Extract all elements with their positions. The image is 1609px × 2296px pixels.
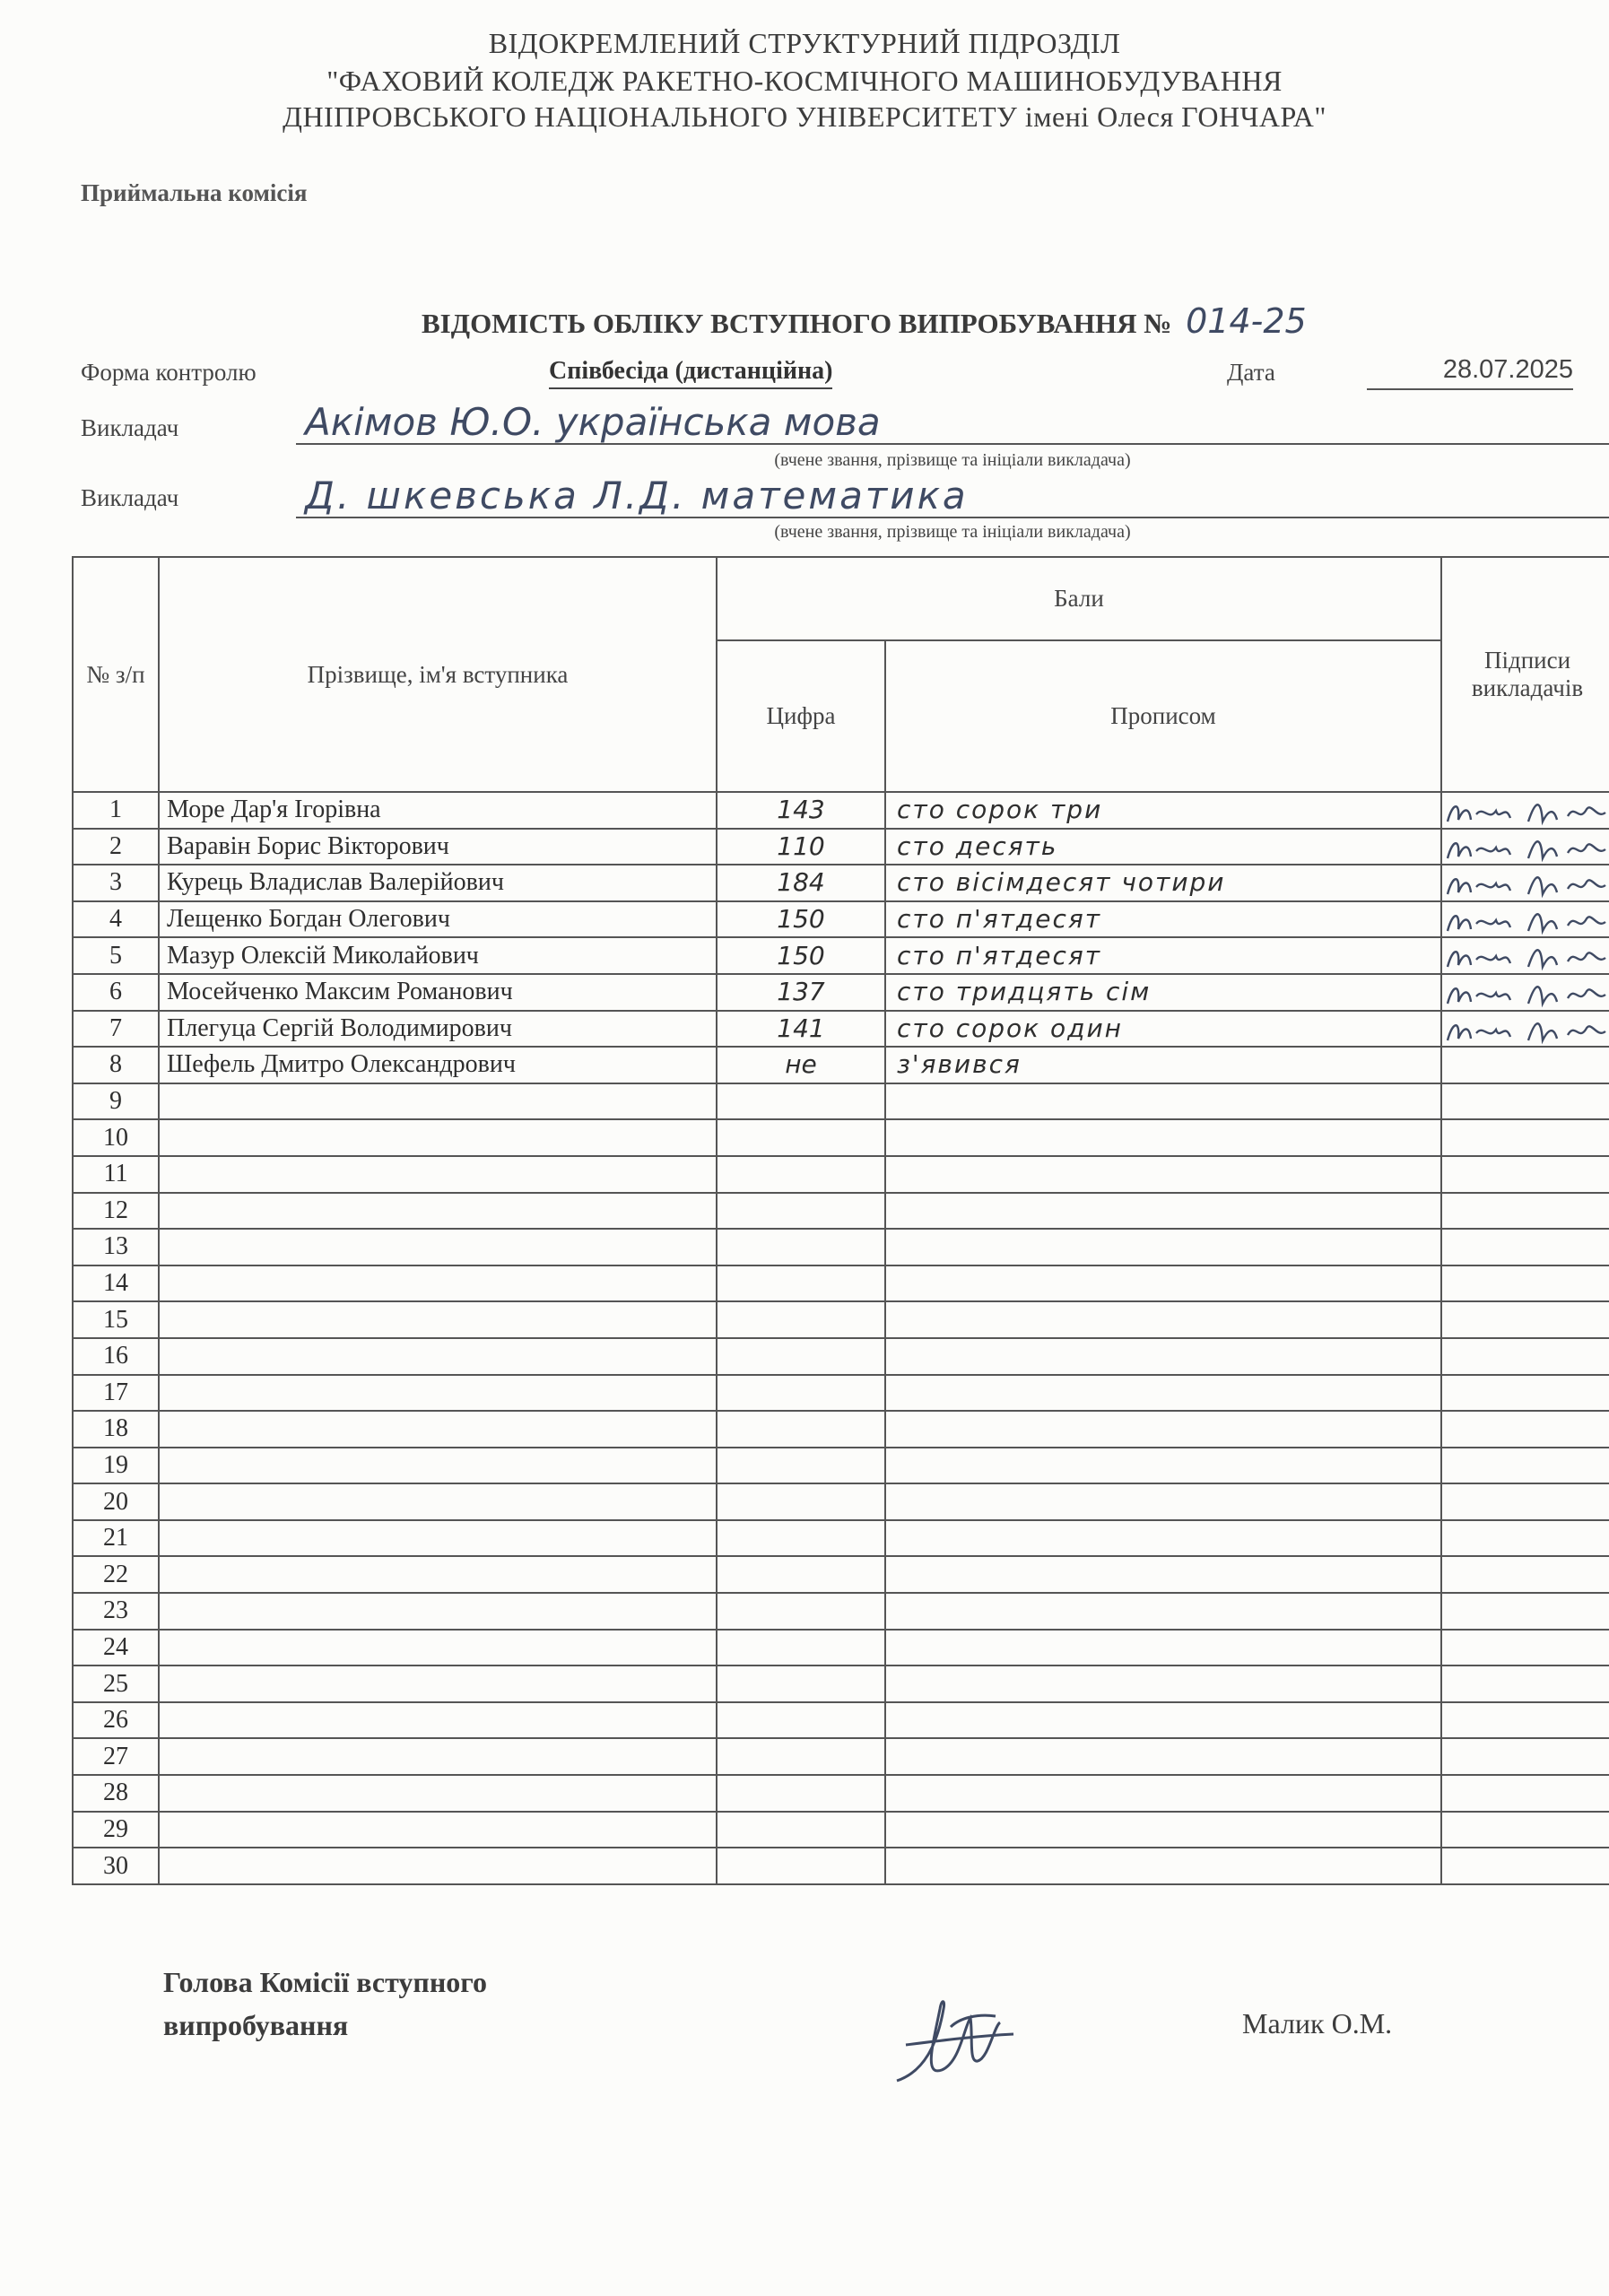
- table-row: [73, 1448, 1609, 1484]
- teacher1-value: Акімов Ю.О. українська мова: [305, 400, 881, 444]
- chair-title-line2: випробування: [163, 2009, 349, 2041]
- score-words: [885, 1375, 1441, 1412]
- row-number: 3: [73, 865, 159, 901]
- date-label: Дата: [1227, 359, 1275, 386]
- header-digit: Цифра: [717, 640, 885, 792]
- row-number: 21: [73, 1520, 159, 1557]
- score-words: з'явився: [885, 1047, 1441, 1083]
- table-row: [73, 1229, 1609, 1265]
- signatures-cell: [1441, 1848, 1609, 1884]
- teacher2-label: Викладач: [81, 484, 179, 511]
- signatures-cell: [1441, 901, 1609, 938]
- table-row: [73, 1812, 1609, 1848]
- signatures-cell: [1441, 974, 1609, 1011]
- score-words: сто сорок один: [885, 1011, 1441, 1048]
- signatures-cell: [1441, 1630, 1609, 1666]
- row-number: 29: [73, 1812, 159, 1848]
- table-row: [73, 1483, 1609, 1520]
- score-digit: [717, 1630, 885, 1666]
- applicant-name: [159, 1556, 717, 1593]
- teacher-signatures: [1442, 831, 1609, 864]
- signatures-cell: [1441, 1229, 1609, 1265]
- chair-signature: [888, 1991, 1022, 2090]
- teacher2-value: Д. шкевська Л.Д. математика: [305, 474, 969, 517]
- signatures-cell: [1441, 1556, 1609, 1593]
- applicant-name: [159, 1483, 717, 1520]
- score-words: [885, 1119, 1441, 1156]
- table-row: [73, 792, 1609, 829]
- row-number: 19: [73, 1448, 159, 1484]
- applicant-name: [159, 1702, 717, 1739]
- form-label: Форма контролю: [81, 359, 257, 386]
- table-row: [73, 1119, 1609, 1156]
- table-row: [73, 1265, 1609, 1302]
- score-words: [885, 1265, 1441, 1302]
- teacher-signatures: [1442, 795, 1609, 827]
- table-row: [73, 829, 1609, 865]
- row-number: 13: [73, 1229, 159, 1265]
- teacher-signatures: [1442, 867, 1609, 900]
- score-digit: [717, 1156, 885, 1193]
- applicant-name: [159, 1593, 717, 1630]
- chair-name: Малик О.М.: [1242, 2007, 1393, 2039]
- table-row: [73, 974, 1609, 1011]
- row-number: 30: [73, 1848, 159, 1884]
- score-digit: [717, 1665, 885, 1702]
- score-digit: [717, 1738, 885, 1775]
- score-digit: [717, 1193, 885, 1230]
- row-number: 24: [73, 1630, 159, 1666]
- applicant-name: Плегуца Сергій Володимирович: [159, 1011, 717, 1048]
- score-words: [885, 1520, 1441, 1557]
- score-digit: [717, 1375, 885, 1412]
- teacher-signatures: [1442, 1013, 1609, 1046]
- score-digit: 141: [717, 1011, 885, 1048]
- signatures-cell: [1441, 829, 1609, 865]
- row-number: 8: [73, 1047, 159, 1083]
- applicant-name: [159, 1338, 717, 1375]
- results-table: [72, 556, 1609, 1885]
- header-words: Прописом: [885, 640, 1441, 792]
- table-row: [73, 901, 1609, 938]
- signatures-cell: [1441, 1119, 1609, 1156]
- row-number: 28: [73, 1775, 159, 1812]
- score-digit: [717, 1265, 885, 1302]
- table-row: [73, 1665, 1609, 1702]
- signatures-cell: [1441, 1411, 1609, 1448]
- applicant-name: Мазур Олексій Миколайович: [159, 937, 717, 974]
- applicant-name: [159, 1848, 717, 1884]
- score-digit: [717, 1338, 885, 1375]
- teacher-signatures: [1442, 904, 1609, 936]
- row-number: 6: [73, 974, 159, 1011]
- row-number: 1: [73, 792, 159, 829]
- score-words: [885, 1665, 1441, 1702]
- applicant-name: Море Дар'я Ігорівна: [159, 792, 717, 829]
- score-digit: 184: [717, 865, 885, 901]
- score-words: [885, 1338, 1441, 1375]
- table-row: [73, 1630, 1609, 1666]
- score-words: [885, 1083, 1441, 1120]
- applicant-name: [159, 1229, 717, 1265]
- table-row: [73, 1738, 1609, 1775]
- teacher1-label: Викладач: [81, 414, 179, 441]
- score-words: сто сорок три: [885, 792, 1441, 829]
- score-digit: [717, 1083, 885, 1120]
- form-value: Співбесіда (дистанційна): [549, 357, 832, 389]
- header-name: Прізвище, ім'я вступника: [159, 557, 717, 792]
- signatures-cell: [1441, 792, 1609, 829]
- applicant-name: [159, 1775, 717, 1812]
- signatures-cell: [1441, 1520, 1609, 1557]
- row-number: 7: [73, 1011, 159, 1048]
- score-digit: [717, 1301, 885, 1338]
- score-words: [885, 1848, 1441, 1884]
- signatures-cell: [1441, 1156, 1609, 1193]
- row-number: 18: [73, 1411, 159, 1448]
- teacher-signatures: [1442, 940, 1609, 972]
- table-row: [73, 1775, 1609, 1812]
- signatures-cell: [1441, 1047, 1609, 1083]
- teacher1-line: [296, 400, 1609, 445]
- score-words: [885, 1229, 1441, 1265]
- institution-line-1: ВІДОКРЕМЛЕНИЙ СТРУКТУРНИЙ ПІДРОЗДІЛ: [488, 27, 1121, 59]
- applicant-name: [159, 1119, 717, 1156]
- teacher2-line: [296, 475, 1609, 518]
- signatures-cell: [1441, 1775, 1609, 1812]
- table-row: [73, 1301, 1609, 1338]
- table-row: [73, 1702, 1609, 1739]
- applicant-name: Шефель Дмитро Олександрович: [159, 1047, 717, 1083]
- score-digit: [717, 1229, 885, 1265]
- signatures-cell: [1441, 1301, 1609, 1338]
- row-number: 22: [73, 1556, 159, 1593]
- score-digit: [717, 1119, 885, 1156]
- institution-line-3: ДНІПРОВСЬКОГО НАЦІОНАЛЬНОГО УНІВЕРСИТЕТУ імені Олеся ГОНЧАРА": [283, 100, 1326, 133]
- chair-title-line1: Голова Комісії вступного: [163, 1966, 488, 1998]
- applicant-name: [159, 1411, 717, 1448]
- applicant-name: [159, 1375, 717, 1412]
- score-digit: [717, 1775, 885, 1812]
- header-number: № з/п: [73, 557, 159, 792]
- score-digit: 150: [717, 901, 885, 938]
- score-words: [885, 1156, 1441, 1193]
- score-words: [885, 1411, 1441, 1448]
- table-row: [73, 1848, 1609, 1884]
- score-digit: [717, 1812, 885, 1848]
- signatures-cell: [1441, 1338, 1609, 1375]
- score-digit: [717, 1448, 885, 1484]
- table-body: [73, 792, 1609, 1884]
- signatures-cell: [1441, 865, 1609, 901]
- score-digit: [717, 1411, 885, 1448]
- table-row: [73, 865, 1609, 901]
- signatures-cell: [1441, 1665, 1609, 1702]
- score-words: [885, 1193, 1441, 1230]
- score-words: [885, 1301, 1441, 1338]
- teacher1-hint: (вчене звання, прізвище та ініціали викладача): [774, 450, 1131, 470]
- date-value: 28.07.2025: [1367, 355, 1573, 390]
- applicant-name: [159, 1265, 717, 1302]
- score-digit: [717, 1702, 885, 1739]
- score-words: [885, 1812, 1441, 1848]
- teacher-signatures: [1442, 977, 1609, 1009]
- applicant-name: [159, 1665, 717, 1702]
- score-words: [885, 1448, 1441, 1484]
- score-words: [885, 1556, 1441, 1593]
- applicant-name: Мосейченко Максим Романович: [159, 974, 717, 1011]
- table-row: [73, 1556, 1609, 1593]
- score-words: [885, 1738, 1441, 1775]
- document-number: 014-25: [1186, 301, 1307, 341]
- row-number: 26: [73, 1702, 159, 1739]
- teacher2-hint: (вчене звання, прізвище та ініціали викладача): [774, 522, 1131, 542]
- row-number: 15: [73, 1301, 159, 1338]
- score-words: сто п'ятдесят: [885, 901, 1441, 938]
- applicant-name: [159, 1083, 717, 1120]
- score-words: [885, 1775, 1441, 1812]
- title-text: ВІДОМІСТЬ ОБЛІКУ ВСТУПНОГО ВИПРОБУВАННЯ №: [422, 308, 1172, 339]
- applicant-name: [159, 1520, 717, 1557]
- applicant-name: [159, 1812, 717, 1848]
- document-title: [422, 301, 1307, 341]
- signatures-cell: [1441, 1593, 1609, 1630]
- row-number: 27: [73, 1738, 159, 1775]
- row-number: 14: [73, 1265, 159, 1302]
- score-digit: [717, 1556, 885, 1593]
- score-words: [885, 1630, 1441, 1666]
- signatures-cell: [1441, 1738, 1609, 1775]
- signatures-cell: [1441, 937, 1609, 974]
- score-words: [885, 1702, 1441, 1739]
- score-digit: [717, 1593, 885, 1630]
- score-digit: [717, 1520, 885, 1557]
- table-row: [73, 1156, 1609, 1193]
- signatures-cell: [1441, 1375, 1609, 1412]
- applicant-name: [159, 1193, 717, 1230]
- score-words: сто десять: [885, 829, 1441, 865]
- institution-line-2: "ФАХОВИЙ КОЛЕДЖ РАКЕТНО-КОСМІЧНОГО МАШИНОБУДУВАННЯ: [326, 65, 1283, 97]
- row-number: 12: [73, 1193, 159, 1230]
- row-number: 23: [73, 1593, 159, 1630]
- score-digit: 150: [717, 937, 885, 974]
- applicant-name: [159, 1630, 717, 1666]
- signatures-cell: [1441, 1083, 1609, 1120]
- header-signatures: Підписи викладачів: [1441, 557, 1609, 792]
- score-words: сто вісімдесят чотири: [885, 865, 1441, 901]
- score-words: сто п'ятдесят: [885, 937, 1441, 974]
- applicant-name: Варавін Борис Вікторович: [159, 829, 717, 865]
- committee-label: Приймальна комісія: [81, 179, 308, 206]
- score-words: [885, 1483, 1441, 1520]
- header-scores: Бали: [717, 557, 1441, 640]
- row-number: 17: [73, 1375, 159, 1412]
- row-number: 20: [73, 1483, 159, 1520]
- row-number: 16: [73, 1338, 159, 1375]
- row-number: 25: [73, 1665, 159, 1702]
- signatures-cell: [1441, 1812, 1609, 1848]
- row-number: 4: [73, 901, 159, 938]
- table-row: [73, 1593, 1609, 1630]
- table-row: [73, 1411, 1609, 1448]
- applicant-name: [159, 1738, 717, 1775]
- signatures-cell: [1441, 1483, 1609, 1520]
- row-number: 11: [73, 1156, 159, 1193]
- score-digit: [717, 1848, 885, 1884]
- score-words: сто тридцять сім: [885, 974, 1441, 1011]
- score-words: [885, 1593, 1441, 1630]
- row-number: 10: [73, 1119, 159, 1156]
- applicant-name: [159, 1156, 717, 1193]
- row-number: 5: [73, 937, 159, 974]
- table-row: [73, 1375, 1609, 1412]
- row-number: 9: [73, 1083, 159, 1120]
- table-row: [73, 1193, 1609, 1230]
- table-row: [73, 1083, 1609, 1120]
- applicant-name: [159, 1301, 717, 1338]
- signatures-cell: [1441, 1011, 1609, 1048]
- signatures-cell: [1441, 1702, 1609, 1739]
- score-digit: не: [717, 1047, 885, 1083]
- table-row: [73, 1520, 1609, 1557]
- score-digit: 143: [717, 792, 885, 829]
- applicant-name: [159, 1448, 717, 1484]
- table-row: [73, 937, 1609, 974]
- score-digit: [717, 1483, 885, 1520]
- signatures-cell: [1441, 1265, 1609, 1302]
- signatures-cell: [1441, 1193, 1609, 1230]
- signatures-cell: [1441, 1448, 1609, 1484]
- table-row: [73, 1011, 1609, 1048]
- score-digit: 137: [717, 974, 885, 1011]
- table-row: [73, 1047, 1609, 1083]
- row-number: 2: [73, 829, 159, 865]
- table-row: [73, 1338, 1609, 1375]
- applicant-name: Лещенко Богдан Олегович: [159, 901, 717, 938]
- applicant-name: Курець Владислав Валерійович: [159, 865, 717, 901]
- score-digit: 110: [717, 829, 885, 865]
